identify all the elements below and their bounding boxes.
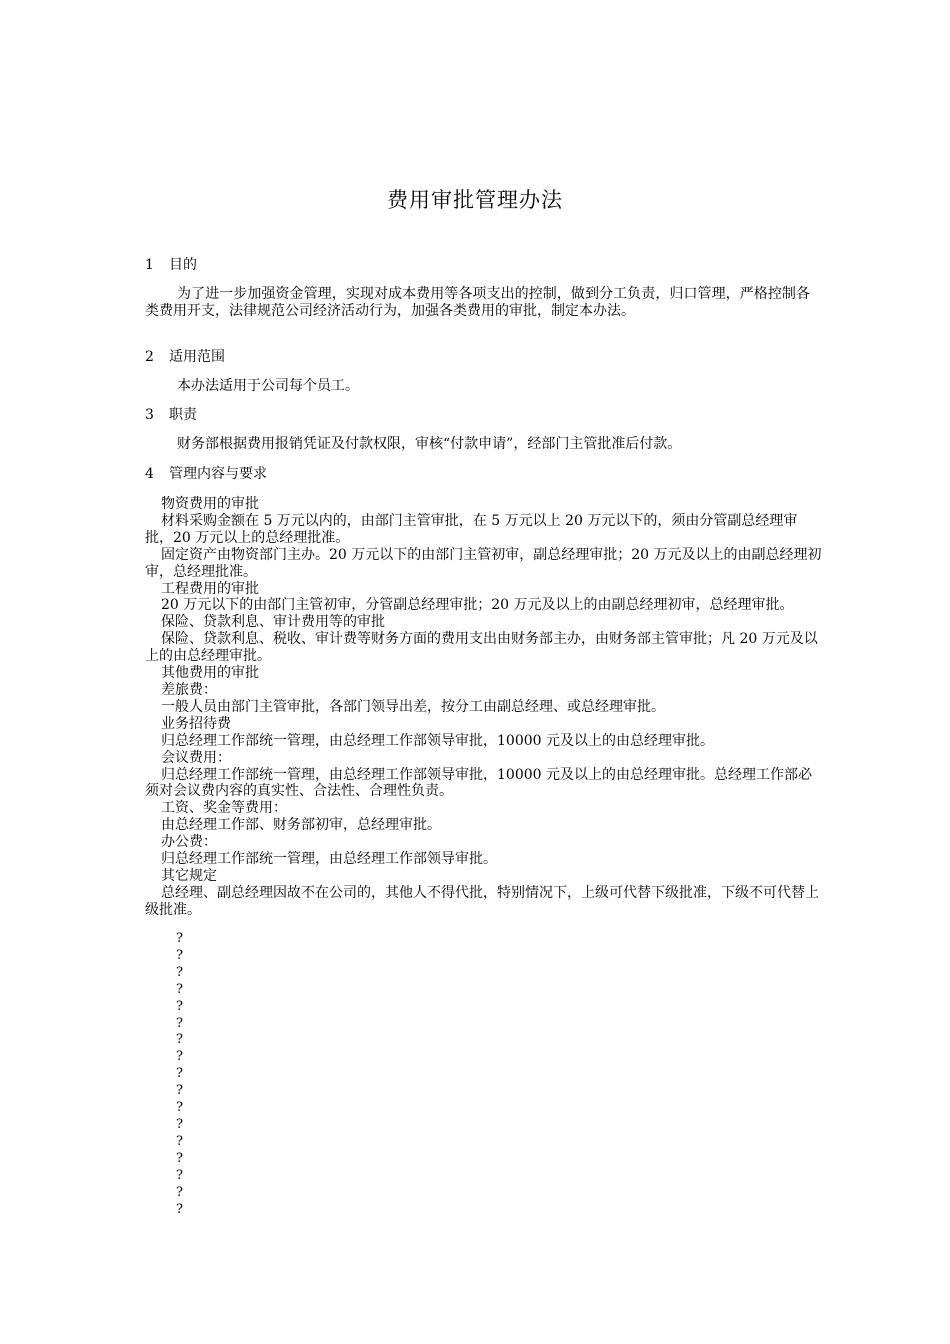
subheading-engineering-costs: 工程费用的审批 bbox=[161, 580, 259, 597]
section-number: 3 bbox=[145, 407, 154, 423]
item-meeting: 会议费用： bbox=[161, 749, 231, 766]
item-travel: 差旅费： bbox=[161, 681, 217, 698]
section-number: 1 bbox=[145, 257, 154, 273]
section-4-heading bbox=[145, 466, 267, 483]
management-content bbox=[145, 496, 825, 919]
item-entertainment: 业务招待费 bbox=[161, 715, 231, 732]
question-mark: ? bbox=[176, 1167, 183, 1183]
question-mark: ? bbox=[176, 1150, 183, 1166]
content-line: 总经理、副总经理因故不在公司的，其他人不得代批，特别情况下，上级可代替下级批准，下级不可代替上级批准。 bbox=[145, 884, 819, 918]
question-mark: ? bbox=[176, 1100, 183, 1116]
question-mark-list bbox=[176, 931, 183, 1218]
content-line: 保险、贷款利息、税收、审计费等财务方面的费用支出由财务部主办，由财务部主管审批；凡 20 万元及以上的由总经理审批。 bbox=[145, 631, 818, 665]
content-line: 一般人员由部门主管审批，各部门领导出差，按分工由副总经理、或总经理审批。 bbox=[161, 698, 665, 715]
section-number: 2 bbox=[145, 349, 154, 365]
section-title: 管理内容与要求 bbox=[169, 466, 267, 482]
question-mark: ? bbox=[176, 1066, 183, 1082]
question-mark: ? bbox=[176, 1083, 183, 1099]
content-line: 由总经理工作部、财务部初审，总经理审批。 bbox=[161, 817, 441, 834]
subheading-other-costs: 其他费用的审批 bbox=[161, 665, 259, 682]
question-mark: ? bbox=[176, 1015, 183, 1031]
question-mark: ? bbox=[176, 1201, 183, 1217]
question-mark: ? bbox=[176, 931, 183, 946]
section-title: 职责 bbox=[169, 407, 197, 423]
document-title: 费用审批管理办法 bbox=[387, 188, 563, 212]
question-mark: ? bbox=[176, 1049, 183, 1065]
content-line: 材料采购金额在 5 万元以内的，由部门主管审批，在 5 万元以上 20 万元以下的，须由分管副总经理审批，20 万元以上的总经理批准。 bbox=[145, 512, 798, 546]
section-title: 适用范围 bbox=[169, 349, 225, 365]
content-line: 归总经理工作部统一管理，由总经理工作部领导审批，10000 元及以上的由总经理审批。总经理工作部必须对会议费内容的真实性、合法性、合理性负责。 bbox=[145, 766, 812, 800]
question-mark: ? bbox=[176, 998, 183, 1014]
question-mark: ? bbox=[176, 1032, 183, 1048]
question-mark: ? bbox=[176, 947, 183, 963]
subheading-insurance-costs: 保险、贷款利息、审计费用等的审批 bbox=[161, 614, 385, 631]
content-line: 归总经理工作部统一管理，由总经理工作部领导审批。 bbox=[161, 851, 497, 868]
item-wages: 工资、奖金等费用： bbox=[161, 800, 287, 817]
question-mark: ? bbox=[176, 964, 183, 980]
section-1-paragraph: 为了进一步加强资金管理，实现对成本费用等各项支出的控制，做到分工负责，归口管理，严格控制各类费用开支，法律规范公司经济活动行为，加强各类费用的审批，制定本办法。 bbox=[145, 286, 810, 319]
question-mark: ? bbox=[176, 1184, 183, 1200]
section-title: 目的 bbox=[169, 257, 197, 273]
section-2-paragraph: 本办法适用于公司每个员工。 bbox=[177, 378, 359, 394]
question-mark: ? bbox=[176, 1133, 183, 1149]
content-line: 归总经理工作部统一管理，由总经理工作部领导审批，10000 元及以上的由总经理审批。 bbox=[161, 732, 714, 749]
section-3-heading bbox=[145, 407, 197, 424]
section-1-heading bbox=[145, 257, 197, 274]
content-line: 20 万元以下的由部门主管初审，分管副总经理审批；20 万元及以上的由副总经理初审，总经理审批。 bbox=[161, 597, 794, 614]
subheading-material-costs: 物资费用的审批 bbox=[161, 496, 259, 512]
question-mark: ? bbox=[176, 1116, 183, 1132]
subheading-other-rules: 其它规定 bbox=[161, 867, 217, 884]
section-3-paragraph: 财务部根据费用报销凭证及付款权限，审核“付款申请”，经部门主管批准后付款。 bbox=[177, 436, 682, 452]
section-2-heading bbox=[145, 349, 225, 366]
item-office: 办公费： bbox=[161, 834, 217, 851]
content-line: 固定资产由物资部门主办。20 万元以下的由部门主管初审，副总经理审批；20 万元及以上的由副总经理初审，总经理批准。 bbox=[145, 546, 822, 580]
question-mark: ? bbox=[176, 981, 183, 997]
section-number: 4 bbox=[145, 466, 154, 482]
